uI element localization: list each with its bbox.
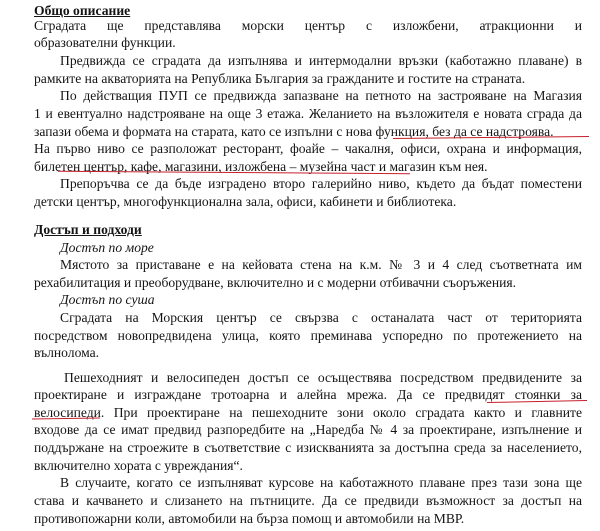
- paragraph-line: Пешеходният и велосипеден достъп се осъществява посредством предвидените за: [64, 369, 582, 385]
- paragraph-line: поддържане на строежите в съответствие с изискванията за достъпна среда за населението,: [34, 440, 582, 455]
- paragraph-line: детски център, многофункционална зала, офиси, кабинети и библиотека.: [34, 194, 457, 209]
- paragraph-line: билетен център, кафе, магазини, изложбена – музейна част и магазин към нея.: [34, 158, 488, 174]
- paragraph-line: рехабилитация и преоборудване, включително и с модерни отбивачни съоръжения.: [34, 274, 517, 290]
- paragraph-line: запази обема и формата на старата, като се изпълни с нова функция, без да се надстроява.: [34, 123, 554, 139]
- paragraph-line: Сградата на Морския център се свързва с останалата част от територията: [60, 310, 582, 326]
- paragraph-line: противопожарни коли, автомобили на бърза помощ и автомобили на МВР.: [34, 510, 465, 526]
- section-heading-general: Общо описание: [34, 2, 131, 18]
- subheading-sea-access: Достъп по море: [60, 239, 154, 255]
- paragraph-line: велосипеди. При проектиране на пешеходните зони около сградата както и главните: [34, 404, 582, 420]
- section-heading-access: Достъп и подходи: [34, 221, 142, 237]
- paragraph-line: В случаите, когато се изпълняват курсове на каботажното плаване през тази зона ще: [60, 475, 582, 491]
- paragraph-line: проектиране и изграждане тротоарна и алейна мрежа. Да се предвидят стоянки за: [34, 387, 582, 403]
- paragraph-line: Препоръчва се да бъде изградено второ галерийно ниво, където да бъдат поместени: [60, 176, 582, 192]
- paragraph-line: По действащия ПУП се предвижда запазване на петното на застрояване на Магазия: [60, 88, 582, 104]
- paragraph-line: рамките на акваторията на Република България за гражданите и гостите на страната.: [34, 70, 526, 86]
- paragraph-line: Мястото за приставане е на кейовата стена на к.м. № 3 и 4 след съответната им: [60, 257, 582, 273]
- paragraph-line: става и качването и слизането на пътниците. Да се предвиди възможност за достъп на: [34, 492, 582, 508]
- paragraph-line: включително хората с увреждания“.: [34, 457, 243, 473]
- paragraph-line: входове да се имат предвид разпоредбите на „Наредба № 4 за проектиране, изпълнение и: [34, 422, 582, 438]
- paragraph-line: вълнолома.: [34, 345, 100, 361]
- paragraph-line: Предвижда се сградата да изпълнява и интермодални връзки (каботажно плаване) в: [60, 52, 582, 68]
- paragraph-line: 1 и евентуално надстрояване на още 3 етажа. Желанието на възложителя е новата сграда да: [34, 105, 582, 121]
- paragraph-line: На първо ниво се разположат ресторант, фоайе – чакалня, офиси, охрана и информация,: [34, 141, 582, 157]
- paragraph-line: Сградата ще представлява морски център с изложбени, атракционни и: [34, 17, 582, 33]
- paragraph-line: образователни функции.: [34, 35, 176, 51]
- subheading-land-access: Достъп по суша: [60, 292, 155, 308]
- paragraph-line: посредством новопредвидена улица, която преминава успоредно по протежението на: [34, 327, 582, 343]
